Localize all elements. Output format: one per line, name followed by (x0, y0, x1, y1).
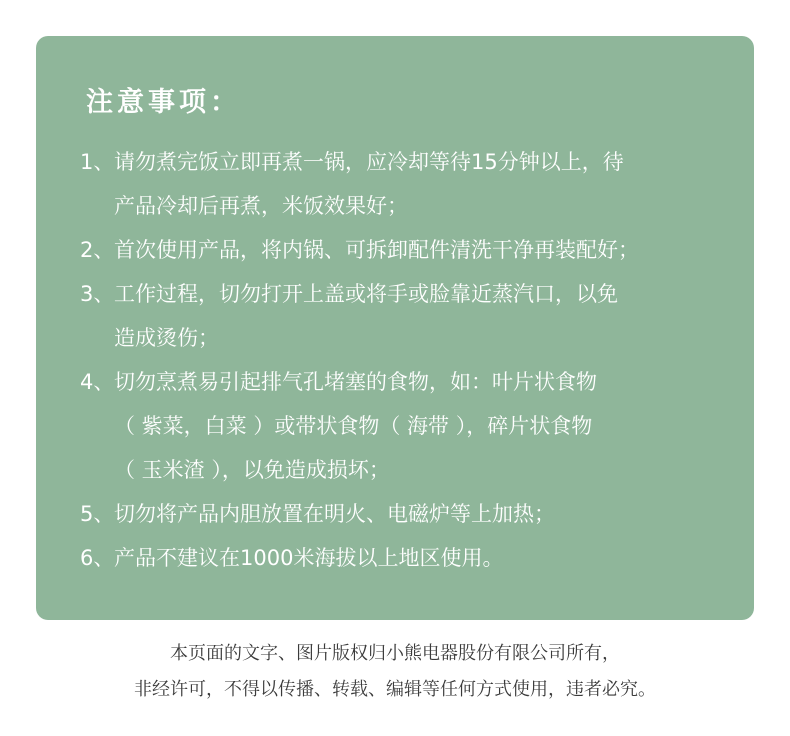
notice-item-4 (80, 360, 740, 492)
copyright-line-2: 非经许可，不得以传播、转载、编辑等任何方式使用，违者必究。 (134, 679, 656, 700)
notice-item-number: 6、 (80, 546, 115, 570)
notice-item-text: 切勿将产品内胆放置在明火、电磁炉等上加热； (114, 502, 555, 526)
notice-item-text: 切勿烹煮易引起排气孔堵塞的食物，如：叶片状食物 (114, 370, 597, 394)
notice-item-2 (80, 228, 740, 272)
notice-item-number: 2、 (80, 238, 115, 262)
notice-item-6 (80, 536, 740, 580)
notice-list (80, 140, 740, 580)
notice-item-text: （ 紫菜，白菜 ）或带状食物（ 海带 ），碎片状食物 (114, 414, 593, 438)
notice-item-number: 1、 (80, 150, 115, 174)
notice-item-1 (80, 140, 740, 228)
notice-item-text: 工作过程，切勿打开上盖或将手或脸靠近蒸汽口，以免 (114, 282, 618, 306)
notice-item-number: 3、 (80, 282, 115, 306)
notice-item-text: （ 玉米渣 ），以免造成损坏； (114, 458, 390, 482)
notice-item-5 (80, 492, 740, 536)
notice-item-text: 产品不建议在1000米海拔以上地区使用。 (114, 546, 504, 570)
notice-item-text: 请勿煮完饭立即再煮一锅，应冷却等待15分钟以上，待 (114, 150, 624, 174)
notice-item-number: 5、 (80, 502, 115, 526)
notice-item-text: 产品冷却后再煮，米饭效果好； (114, 194, 408, 218)
notice-item-number: 4、 (80, 370, 115, 394)
notice-item-3 (80, 272, 740, 360)
notice-card (36, 36, 754, 620)
notice-item-text: 造成烫伤； (114, 326, 219, 350)
notice-item-text: 首次使用产品，将内锅、可拆卸配件清洗干净再装配好； (114, 238, 639, 262)
copyright-footer (0, 636, 790, 708)
copyright-line-1: 本页面的文字、图片版权归小熊电器股份有限公司所有， (170, 643, 620, 664)
notice-title: 注意事项： (86, 87, 241, 118)
